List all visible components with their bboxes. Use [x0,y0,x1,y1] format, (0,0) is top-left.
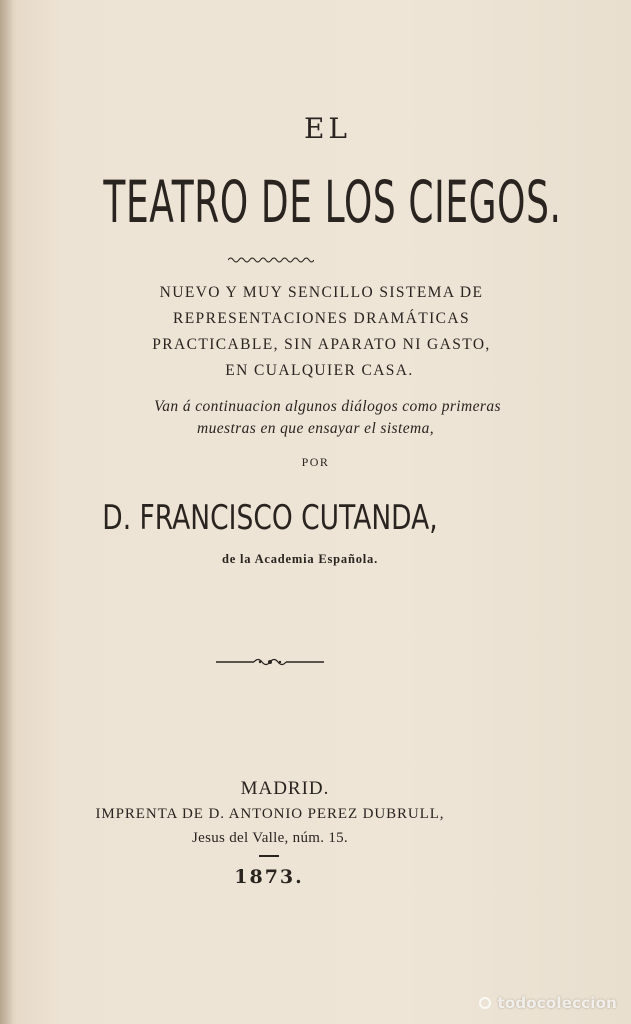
watermark-text: todocoleccion [497,994,617,1012]
publication-place: MADRID. [240,778,330,799]
decorative-rule-ornament [216,656,324,668]
author-name: D. FRANCISCO CUTANDA, [102,498,438,538]
italic-note-line-1: Van á continuacion algunos diálogos como primeras [154,398,501,415]
watermark-logo-icon [479,997,491,1009]
printer-address: Jesus del Valle, núm. 15. [192,830,348,846]
book-title: TEATRO DE LOS CIEGOS. [103,168,562,236]
watermark [479,994,617,1012]
subtitle-line-3: PRACTICABLE, SIN APARATO NI GASTO, [152,336,491,353]
subtitle-line-4: EN CUALQUIER CASA. [225,362,414,379]
author-affiliation: de la Academia Española. [221,552,379,566]
wavy-rule-ornament [228,256,314,264]
printer-name: IMPRENTA DE D. ANTONIO PEREZ DUBRULL, [95,806,445,822]
por-label: POR [301,455,330,469]
italic-note-line-2: muestras en que ensayar el sistema, [197,420,434,437]
title-article: EL [303,112,352,145]
subtitle-line-1: NUEVO Y MUY SENCILLO SISTEMA DE [159,284,484,301]
year-rule [259,855,279,857]
publication-year: 1873. [234,866,304,888]
subtitle-line-2: REPRESENTACIONES DRAMÁTICAS [172,310,471,327]
